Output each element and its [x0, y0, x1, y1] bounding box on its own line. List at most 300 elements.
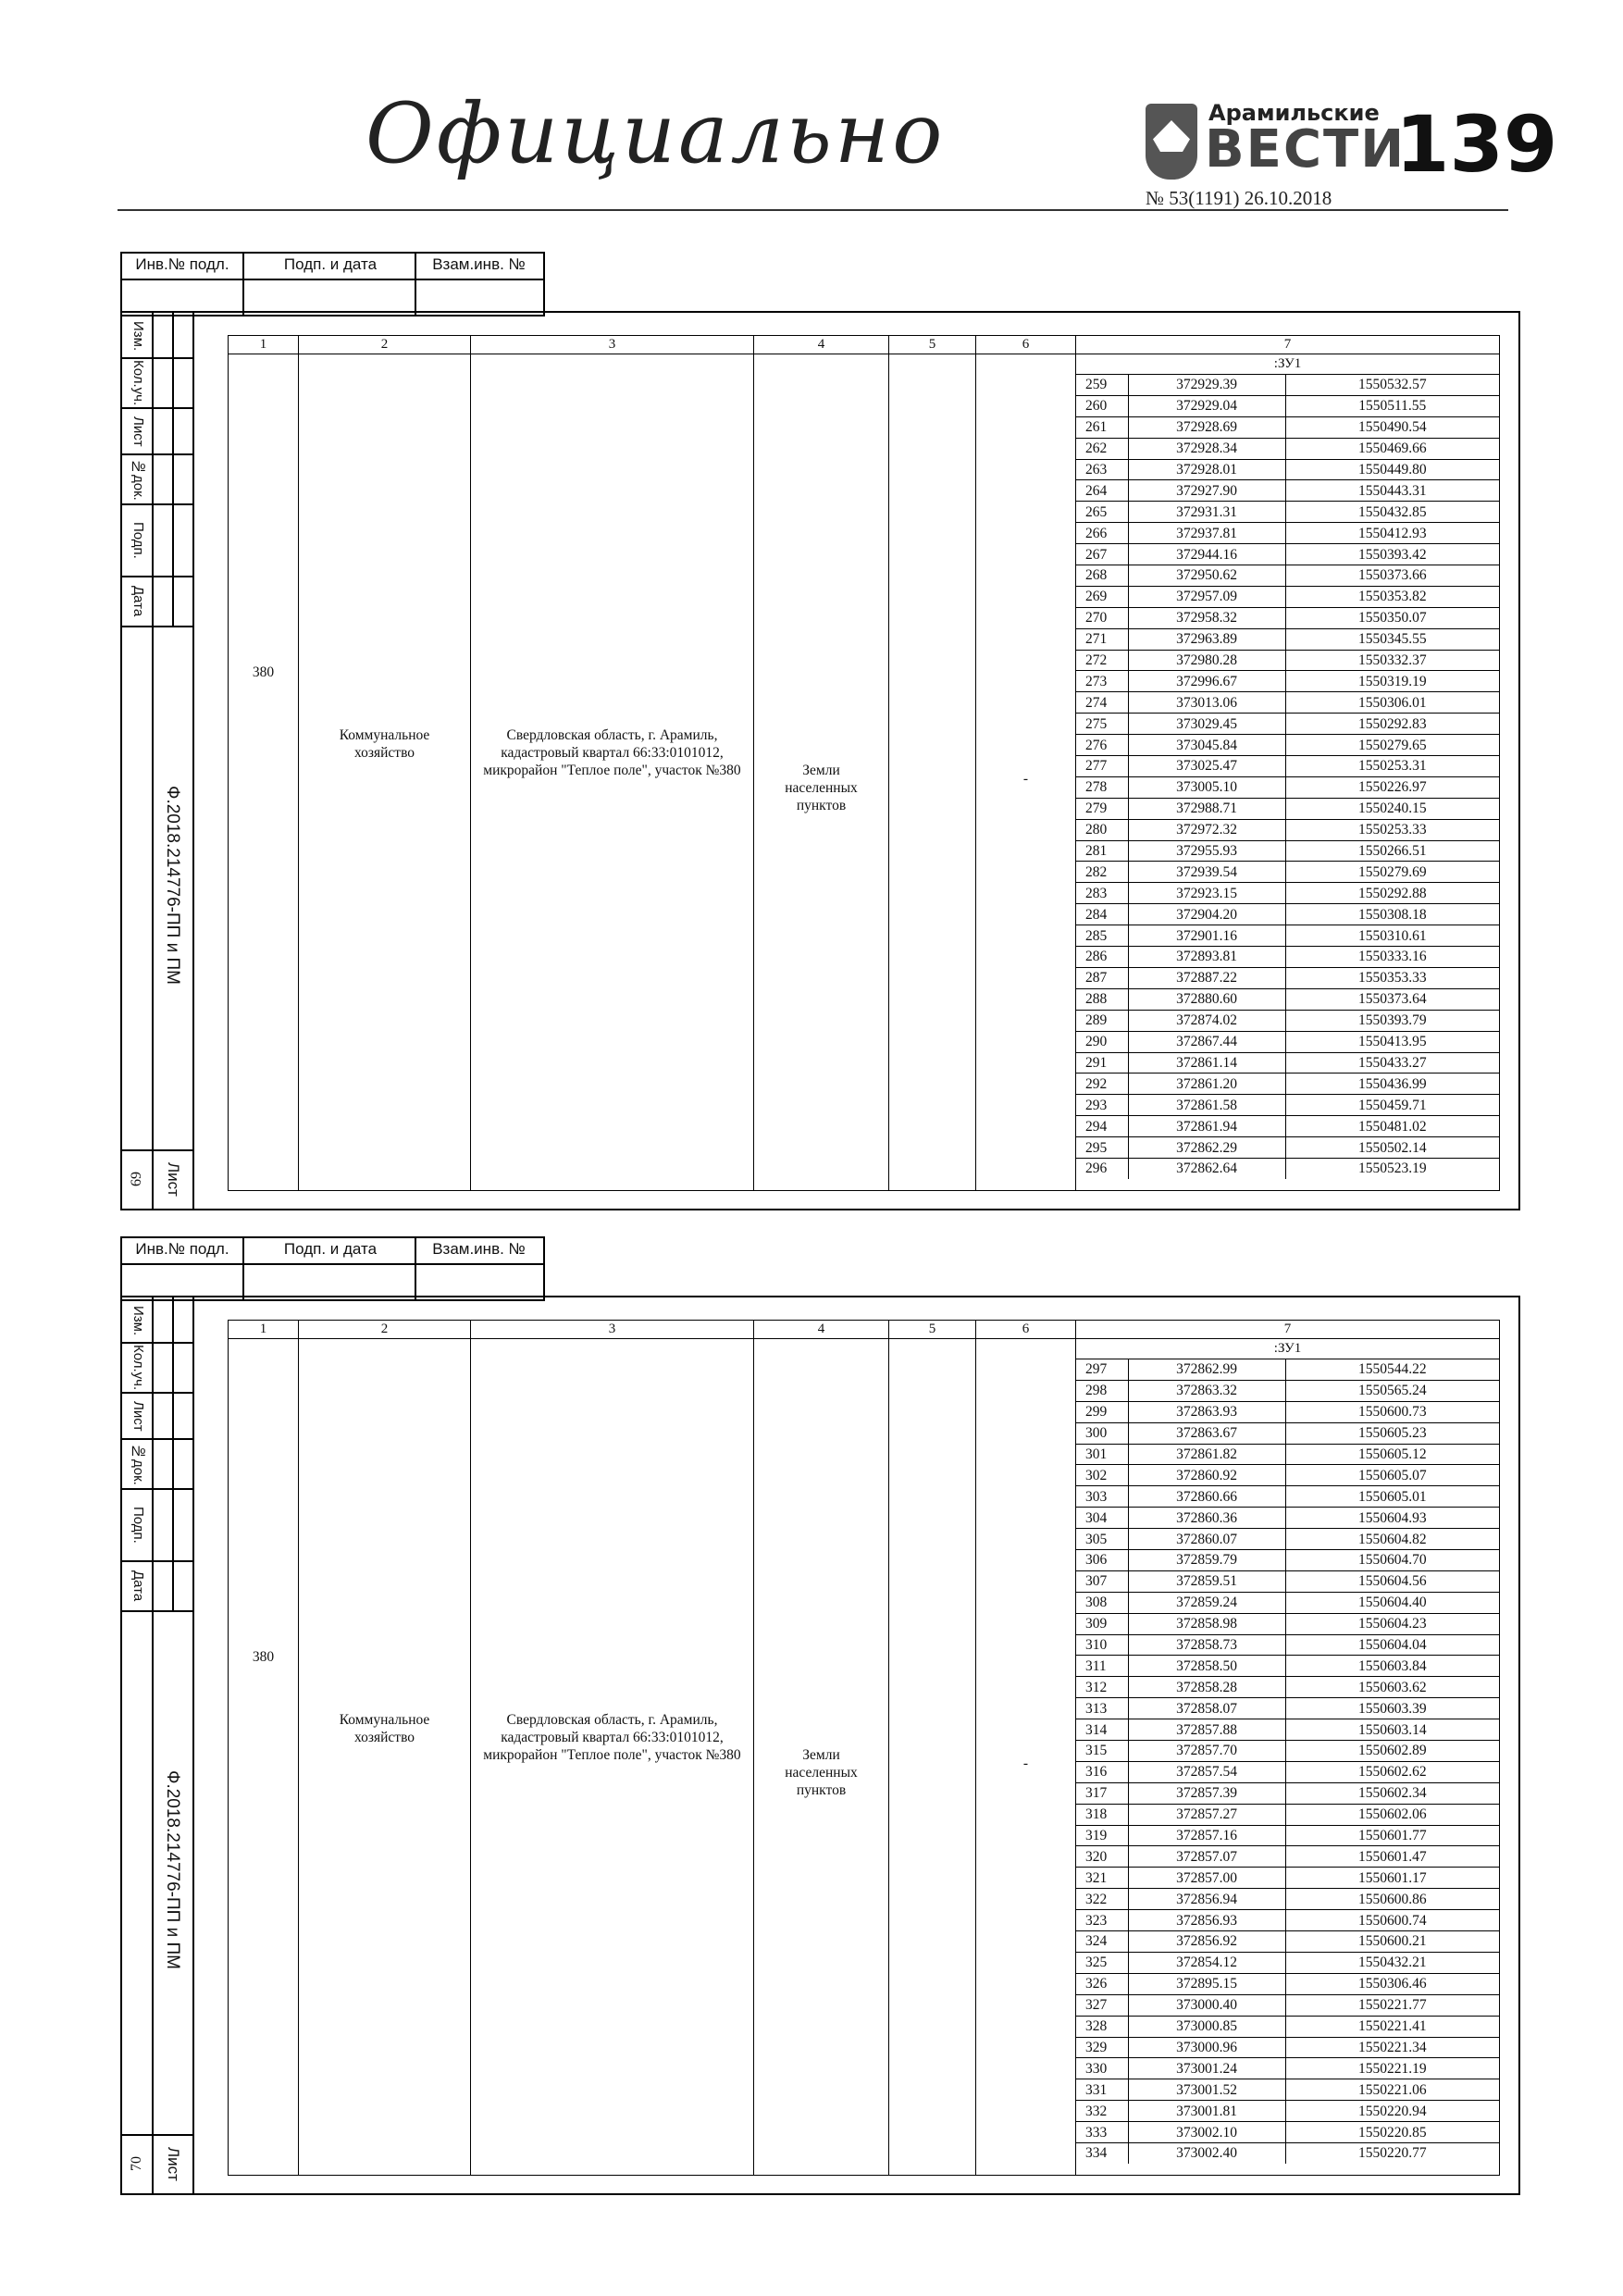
- side-label-data: Дата: [130, 1570, 146, 1602]
- y-coordinate: 1550319.19: [1285, 671, 1499, 692]
- y-coordinate: 1550602.62: [1285, 1761, 1499, 1782]
- point-number: 285: [1076, 925, 1128, 947]
- x-coordinate: 372861.82: [1128, 1444, 1285, 1465]
- coordinate-row: [1076, 628, 1499, 650]
- y-coordinate: 1550220.85: [1285, 2122, 1499, 2143]
- coordinate-row: [1076, 1401, 1499, 1422]
- plot-number: 380: [252, 664, 275, 680]
- y-coordinate: 1550604.82: [1285, 1529, 1499, 1550]
- coordinate-row: [1076, 1761, 1499, 1782]
- col6-value: -: [1022, 1756, 1029, 1771]
- coordinate-row: [1076, 1846, 1499, 1868]
- coordinate-row: [1076, 650, 1499, 671]
- coordinate-row: [1076, 438, 1499, 459]
- coordinate-row: [1076, 1359, 1499, 1380]
- point-number: 270: [1076, 607, 1128, 628]
- x-coordinate: 372860.07: [1128, 1529, 1285, 1550]
- point-number: 279: [1076, 798, 1128, 819]
- y-coordinate: 1550306.46: [1285, 1973, 1499, 1994]
- x-coordinate: 372859.51: [1128, 1570, 1285, 1592]
- issue-info: № 53(1191) 26.10.2018: [1146, 187, 1332, 209]
- point-number: 281: [1076, 840, 1128, 862]
- x-coordinate: 372893.81: [1128, 947, 1285, 968]
- coordinate-row: [1076, 1741, 1499, 1762]
- y-coordinate: 1550544.22: [1285, 1359, 1499, 1380]
- point-number: 320: [1076, 1846, 1128, 1868]
- y-coordinate: 1550469.66: [1285, 438, 1499, 459]
- x-coordinate: 372856.92: [1128, 1931, 1285, 1953]
- x-coordinate: 373001.24: [1128, 2058, 1285, 2079]
- y-coordinate: 1550603.39: [1285, 1698, 1499, 1719]
- land-plot-table: [228, 335, 1500, 1191]
- y-coordinate: 1550221.41: [1285, 2016, 1499, 2037]
- x-coordinate: 372928.69: [1128, 416, 1285, 438]
- side-label-podp: Подп.: [130, 522, 146, 559]
- header-divider: [118, 209, 1508, 211]
- point-number: 299: [1076, 1401, 1128, 1422]
- y-coordinate: 1550603.62: [1285, 1677, 1499, 1698]
- column-header-row: [229, 1321, 1500, 1339]
- x-coordinate: 372958.32: [1128, 607, 1285, 628]
- column-header: 4: [754, 1321, 889, 1339]
- point-number: 322: [1076, 1889, 1128, 1910]
- side-label-data: Дата: [130, 586, 146, 617]
- col6-value: -: [1022, 771, 1029, 787]
- point-number: 315: [1076, 1741, 1128, 1762]
- coordinate-row: [1076, 565, 1499, 587]
- x-coordinate: 372929.04: [1128, 395, 1285, 416]
- x-coordinate: 372861.20: [1128, 1074, 1285, 1095]
- y-coordinate: 1550310.61: [1285, 925, 1499, 947]
- point-number: 310: [1076, 1634, 1128, 1656]
- y-coordinate: 1550279.69: [1285, 862, 1499, 883]
- point-number: 303: [1076, 1486, 1128, 1508]
- point-number: 264: [1076, 480, 1128, 502]
- column-header: 7: [1076, 1321, 1500, 1339]
- x-coordinate: 372887.22: [1128, 967, 1285, 988]
- point-number: 332: [1076, 2101, 1128, 2122]
- y-coordinate: 1550333.16: [1285, 947, 1499, 968]
- column-header: 3: [471, 336, 754, 354]
- coordinate-row: [1076, 1973, 1499, 1994]
- x-coordinate: 373045.84: [1128, 735, 1285, 756]
- x-coordinate: 372857.07: [1128, 1846, 1285, 1868]
- coordinate-row: [1076, 671, 1499, 692]
- y-coordinate: 1550601.47: [1285, 1846, 1499, 1868]
- coordinate-row: [1076, 1782, 1499, 1804]
- y-coordinate: 1550432.85: [1285, 502, 1499, 523]
- y-coordinate: 1550221.06: [1285, 2079, 1499, 2101]
- coordinate-row: [1076, 1804, 1499, 1825]
- point-number: 311: [1076, 1656, 1128, 1677]
- y-coordinate: 1550604.04: [1285, 1634, 1499, 1656]
- newspaper-logo: [1146, 100, 1599, 211]
- x-coordinate: 372861.14: [1128, 1052, 1285, 1074]
- x-coordinate: 372923.15: [1128, 883, 1285, 904]
- sheet-number: 70: [129, 2156, 144, 2171]
- coordinate-row: [1076, 1031, 1499, 1052]
- point-number: 291: [1076, 1052, 1128, 1074]
- x-coordinate: 372856.93: [1128, 1910, 1285, 1931]
- point-number: 272: [1076, 650, 1128, 671]
- coordinate-row: [1076, 925, 1499, 947]
- coordinate-row: [1076, 1613, 1499, 1634]
- x-coordinate: 372939.54: [1128, 862, 1285, 883]
- point-number: 316: [1076, 1761, 1128, 1782]
- x-coordinate: 372904.20: [1128, 904, 1285, 925]
- point-number: 273: [1076, 671, 1128, 692]
- land-category: Земли населенных пунктов: [785, 1747, 858, 1798]
- drawing-frame: [120, 1296, 1520, 2195]
- y-coordinate: 1550413.95: [1285, 1031, 1499, 1052]
- coordinate-row: [1076, 1550, 1499, 1571]
- coordinate-row: [1076, 862, 1499, 883]
- point-number: 302: [1076, 1465, 1128, 1486]
- x-coordinate: 372867.44: [1128, 1031, 1285, 1052]
- x-coordinate: 372955.93: [1128, 840, 1285, 862]
- y-coordinate: 1550220.94: [1285, 2101, 1499, 2122]
- coordinate-row: [1076, 967, 1499, 988]
- column-header: 1: [229, 1321, 299, 1339]
- x-coordinate: 372862.64: [1128, 1158, 1285, 1178]
- column-header: 5: [889, 336, 976, 354]
- x-coordinate: 372857.54: [1128, 1761, 1285, 1782]
- y-coordinate: 1550605.07: [1285, 1465, 1499, 1486]
- signature-block: [120, 1236, 545, 1301]
- side-label-ndok: №док.: [130, 1443, 146, 1485]
- coordinate-row: [1076, 1508, 1499, 1529]
- x-coordinate: 373005.10: [1128, 776, 1285, 798]
- point-number: 326: [1076, 1973, 1128, 1994]
- coordinate-row: [1076, 988, 1499, 1010]
- coordinate-row: [1076, 1634, 1499, 1656]
- y-coordinate: 1550532.57: [1285, 375, 1499, 395]
- coordinate-row: [1076, 1931, 1499, 1953]
- coordinate-row: [1076, 1116, 1499, 1137]
- point-number: 327: [1076, 1994, 1128, 2016]
- y-coordinate: 1550605.12: [1285, 1444, 1499, 1465]
- x-coordinate: 372857.70: [1128, 1741, 1285, 1762]
- point-number: 306: [1076, 1550, 1128, 1571]
- point-number: 300: [1076, 1422, 1128, 1444]
- point-number: 297: [1076, 1359, 1128, 1380]
- coordinate-row: [1076, 819, 1499, 840]
- x-coordinate: 372862.99: [1128, 1359, 1285, 1380]
- coordinate-row: [1076, 1010, 1499, 1031]
- coordinate-row: [1076, 2058, 1499, 2079]
- coordinate-row: [1076, 714, 1499, 735]
- y-coordinate: 1550353.82: [1285, 586, 1499, 607]
- point-number: 284: [1076, 904, 1128, 925]
- coordinate-row: [1076, 1380, 1499, 1401]
- y-coordinate: 1550602.34: [1285, 1782, 1499, 1804]
- y-coordinate: 1550604.93: [1285, 1508, 1499, 1529]
- y-coordinate: 1550604.70: [1285, 1550, 1499, 1571]
- coordinate-row: [1076, 586, 1499, 607]
- x-coordinate: 372858.07: [1128, 1698, 1285, 1719]
- point-number: 301: [1076, 1444, 1128, 1465]
- inv-no-label: Инв.№ подл.: [135, 255, 229, 273]
- point-number: 263: [1076, 459, 1128, 480]
- point-number: 278: [1076, 776, 1128, 798]
- y-coordinate: 1550412.93: [1285, 523, 1499, 544]
- x-coordinate: 373025.47: [1128, 756, 1285, 777]
- x-coordinate: 373000.96: [1128, 2037, 1285, 2058]
- y-coordinate: 1550459.71: [1285, 1095, 1499, 1116]
- point-number: 296: [1076, 1158, 1128, 1178]
- coordinate-row: [1076, 1719, 1499, 1741]
- sign-date-label: Подп. и дата: [283, 255, 378, 273]
- x-coordinate: 372860.66: [1128, 1486, 1285, 1508]
- coordinate-row: [1076, 756, 1499, 777]
- x-coordinate: 372861.94: [1128, 1116, 1285, 1137]
- coordinate-row: [1076, 1074, 1499, 1095]
- y-coordinate: 1550292.88: [1285, 883, 1499, 904]
- y-coordinate: 1550373.64: [1285, 988, 1499, 1010]
- x-coordinate: 373002.10: [1128, 2122, 1285, 2143]
- revision-column: [122, 313, 194, 1209]
- point-number: 292: [1076, 1074, 1128, 1095]
- point-number: 275: [1076, 714, 1128, 735]
- x-coordinate: 373000.40: [1128, 1994, 1285, 2016]
- signature-block: [120, 252, 545, 316]
- x-coordinate: 372863.32: [1128, 1380, 1285, 1401]
- x-coordinate: 372858.73: [1128, 1634, 1285, 1656]
- replace-inv-label: Взам.инв. №: [432, 255, 526, 273]
- revision-column: [122, 1297, 194, 2193]
- coordinate-row: [1076, 1656, 1499, 1677]
- y-coordinate: 1550443.31: [1285, 480, 1499, 502]
- x-coordinate: 372950.62: [1128, 565, 1285, 587]
- y-coordinate: 1550221.34: [1285, 2037, 1499, 2058]
- column-header: 7: [1076, 336, 1500, 354]
- x-coordinate: 372929.39: [1128, 375, 1285, 395]
- y-coordinate: 1550605.23: [1285, 1422, 1499, 1444]
- page-number: 139: [1395, 99, 1558, 190]
- coordinate-row: [1076, 735, 1499, 756]
- land-plot-table: [228, 1320, 1500, 2176]
- y-coordinate: 1550221.77: [1285, 1994, 1499, 2016]
- point-number: 276: [1076, 735, 1128, 756]
- point-number: 331: [1076, 2079, 1128, 2101]
- coordinate-row: [1076, 947, 1499, 968]
- coat-of-arms-icon: [1146, 104, 1197, 180]
- y-coordinate: 1550253.31: [1285, 756, 1499, 777]
- coordinate-row: [1076, 1825, 1499, 1846]
- y-coordinate: 1550600.86: [1285, 1889, 1499, 1910]
- coordinate-row: [1076, 375, 1499, 395]
- x-coordinate: 372858.50: [1128, 1656, 1285, 1677]
- column-header: 5: [889, 1321, 976, 1339]
- plot-address: Свердловская область, г. Арамиль, кадастровый квартал 66:33:0101012, микрорайон "Теплое поле", участок №380: [483, 1712, 741, 1763]
- column-header: 6: [976, 1321, 1076, 1339]
- y-coordinate: 1550240.15: [1285, 798, 1499, 819]
- x-coordinate: 372980.28: [1128, 650, 1285, 671]
- y-coordinate: 1550308.18: [1285, 904, 1499, 925]
- y-coordinate: 1550600.21: [1285, 1931, 1499, 1953]
- y-coordinate: 1550393.79: [1285, 1010, 1499, 1031]
- point-number: 305: [1076, 1529, 1128, 1550]
- coordinate-row: [1076, 2079, 1499, 2101]
- point-number: 294: [1076, 1116, 1128, 1137]
- x-coordinate: 372858.28: [1128, 1677, 1285, 1698]
- x-coordinate: 372988.71: [1128, 798, 1285, 819]
- x-coordinate: 372857.88: [1128, 1719, 1285, 1741]
- coordinates-table: [1076, 1359, 1499, 2164]
- coordinate-row: [1076, 1137, 1499, 1159]
- column-header: 3: [471, 1321, 754, 1339]
- side-label-list: Лист: [130, 1400, 146, 1432]
- point-number: 317: [1076, 1782, 1128, 1804]
- sheet-label: Лист: [165, 2146, 182, 2181]
- x-coordinate: 372996.67: [1128, 671, 1285, 692]
- y-coordinate: 1550603.14: [1285, 1719, 1499, 1741]
- point-number: 329: [1076, 2037, 1128, 2058]
- point-number: 267: [1076, 544, 1128, 565]
- brand-name-big: ВЕСТИ: [1205, 119, 1406, 180]
- coordinate-row: [1076, 1529, 1499, 1550]
- x-coordinate: 372857.16: [1128, 1825, 1285, 1846]
- y-coordinate: 1550565.24: [1285, 1380, 1499, 1401]
- plot-subheader: :ЗУ1: [1076, 1339, 1499, 1359]
- coordinate-row: [1076, 1422, 1499, 1444]
- plot-purpose: Коммунальное хозяйство: [339, 1712, 430, 1745]
- point-number: 325: [1076, 1952, 1128, 1973]
- point-number: 290: [1076, 1031, 1128, 1052]
- y-coordinate: 1550511.55: [1285, 395, 1499, 416]
- point-number: 268: [1076, 565, 1128, 587]
- point-number: 261: [1076, 416, 1128, 438]
- point-number: 298: [1076, 1380, 1128, 1401]
- y-coordinate: 1550604.23: [1285, 1613, 1499, 1634]
- document-code: Ф.2018.214776-ПП и ПМ: [163, 1769, 182, 1969]
- y-coordinate: 1550345.55: [1285, 628, 1499, 650]
- coordinate-row: [1076, 904, 1499, 925]
- document-code: Ф.2018.214776-ПП и ПМ: [163, 785, 182, 985]
- x-coordinate: 373000.85: [1128, 2016, 1285, 2037]
- x-coordinate: 372874.02: [1128, 1010, 1285, 1031]
- point-number: 265: [1076, 502, 1128, 523]
- y-coordinate: 1550600.74: [1285, 1910, 1499, 1931]
- coordinate-row: [1076, 1570, 1499, 1592]
- side-label-izm: Изм.: [130, 320, 146, 352]
- x-coordinate: 373001.52: [1128, 2079, 1285, 2101]
- x-coordinate: 372944.16: [1128, 544, 1285, 565]
- column-header: 1: [229, 336, 299, 354]
- point-number: 283: [1076, 883, 1128, 904]
- y-coordinate: 1550292.83: [1285, 714, 1499, 735]
- y-coordinate: 1550601.77: [1285, 1825, 1499, 1846]
- y-coordinate: 1550602.06: [1285, 1804, 1499, 1825]
- side-label-izm: Изм.: [130, 1305, 146, 1336]
- point-number: 271: [1076, 628, 1128, 650]
- page-header: [0, 0, 1623, 213]
- y-coordinate: 1550605.01: [1285, 1486, 1499, 1508]
- coordinate-row: [1076, 1952, 1499, 1973]
- plot-number: 380: [252, 1649, 275, 1665]
- x-coordinate: 372972.32: [1128, 819, 1285, 840]
- coordinate-row: [1076, 523, 1499, 544]
- coordinate-row: [1076, 1095, 1499, 1116]
- point-number: 307: [1076, 1570, 1128, 1592]
- coordinate-row: [1076, 840, 1499, 862]
- sign-date-label: Подп. и дата: [283, 1240, 378, 1258]
- side-label-podp: Подп.: [130, 1507, 146, 1544]
- side-label-list: Лист: [130, 416, 146, 447]
- point-number: 333: [1076, 2122, 1128, 2143]
- x-coordinate: 372863.93: [1128, 1401, 1285, 1422]
- coordinate-row: [1076, 2016, 1499, 2037]
- coordinate-row: [1076, 2101, 1499, 2122]
- point-number: 282: [1076, 862, 1128, 883]
- plot-address: Свердловская область, г. Арамиль, кадастровый квартал 66:33:0101012, микрорайон "Теплое поле", участок №380: [483, 727, 741, 778]
- y-coordinate: 1550221.19: [1285, 2058, 1499, 2079]
- y-coordinate: 1550306.01: [1285, 692, 1499, 714]
- coordinate-row: [1076, 2037, 1499, 2058]
- point-number: 324: [1076, 1931, 1128, 1953]
- x-coordinate: 372859.79: [1128, 1550, 1285, 1571]
- point-number: 328: [1076, 2016, 1128, 2037]
- x-coordinate: 372880.60: [1128, 988, 1285, 1010]
- drawing-frame: [120, 311, 1520, 1210]
- point-number: 293: [1076, 1095, 1128, 1116]
- point-number: 313: [1076, 1698, 1128, 1719]
- point-number: 304: [1076, 1508, 1128, 1529]
- coordinate-row: [1076, 1698, 1499, 1719]
- point-number: 318: [1076, 1804, 1128, 1825]
- y-coordinate: 1550436.99: [1285, 1074, 1499, 1095]
- coordinate-row: [1076, 883, 1499, 904]
- inv-no-label: Инв.№ подл.: [135, 1240, 229, 1258]
- point-number: 312: [1076, 1677, 1128, 1698]
- x-coordinate: 372901.16: [1128, 925, 1285, 947]
- coordinate-row: [1076, 1592, 1499, 1613]
- coordinate-row: [1076, 2142, 1499, 2163]
- point-number: 277: [1076, 756, 1128, 777]
- x-coordinate: 372856.94: [1128, 1889, 1285, 1910]
- plot-purpose: Коммунальное хозяйство: [339, 727, 430, 761]
- point-number: 319: [1076, 1825, 1128, 1846]
- point-number: 287: [1076, 967, 1128, 988]
- point-number: 262: [1076, 438, 1128, 459]
- y-coordinate: 1550226.97: [1285, 776, 1499, 798]
- side-label-kol: Кол.уч.: [130, 1345, 146, 1391]
- plot-subheader: :ЗУ1: [1076, 354, 1499, 375]
- y-coordinate: 1550350.07: [1285, 607, 1499, 628]
- x-coordinate: 372937.81: [1128, 523, 1285, 544]
- x-coordinate: 372928.34: [1128, 438, 1285, 459]
- x-coordinate: 373029.45: [1128, 714, 1285, 735]
- coordinates-table: [1076, 375, 1499, 1179]
- x-coordinate: 373013.06: [1128, 692, 1285, 714]
- y-coordinate: 1550449.80: [1285, 459, 1499, 480]
- y-coordinate: 1550353.33: [1285, 967, 1499, 988]
- coordinate-row: [1076, 416, 1499, 438]
- point-number: 269: [1076, 586, 1128, 607]
- y-coordinate: 1550279.65: [1285, 735, 1499, 756]
- coordinate-row: [1076, 544, 1499, 565]
- y-coordinate: 1550523.19: [1357, 1160, 1427, 1177]
- y-coordinate: 1550433.27: [1285, 1052, 1499, 1074]
- x-coordinate: 372861.58: [1128, 1095, 1285, 1116]
- x-coordinate: 372857.39: [1128, 1782, 1285, 1804]
- side-label-ndok: №док.: [130, 458, 146, 501]
- column-header: 2: [299, 336, 471, 354]
- point-number: 309: [1076, 1613, 1128, 1634]
- y-coordinate: 1550502.14: [1285, 1137, 1499, 1159]
- replace-inv-label: Взам.инв. №: [432, 1240, 526, 1258]
- sheet-label: Лист: [165, 1161, 182, 1197]
